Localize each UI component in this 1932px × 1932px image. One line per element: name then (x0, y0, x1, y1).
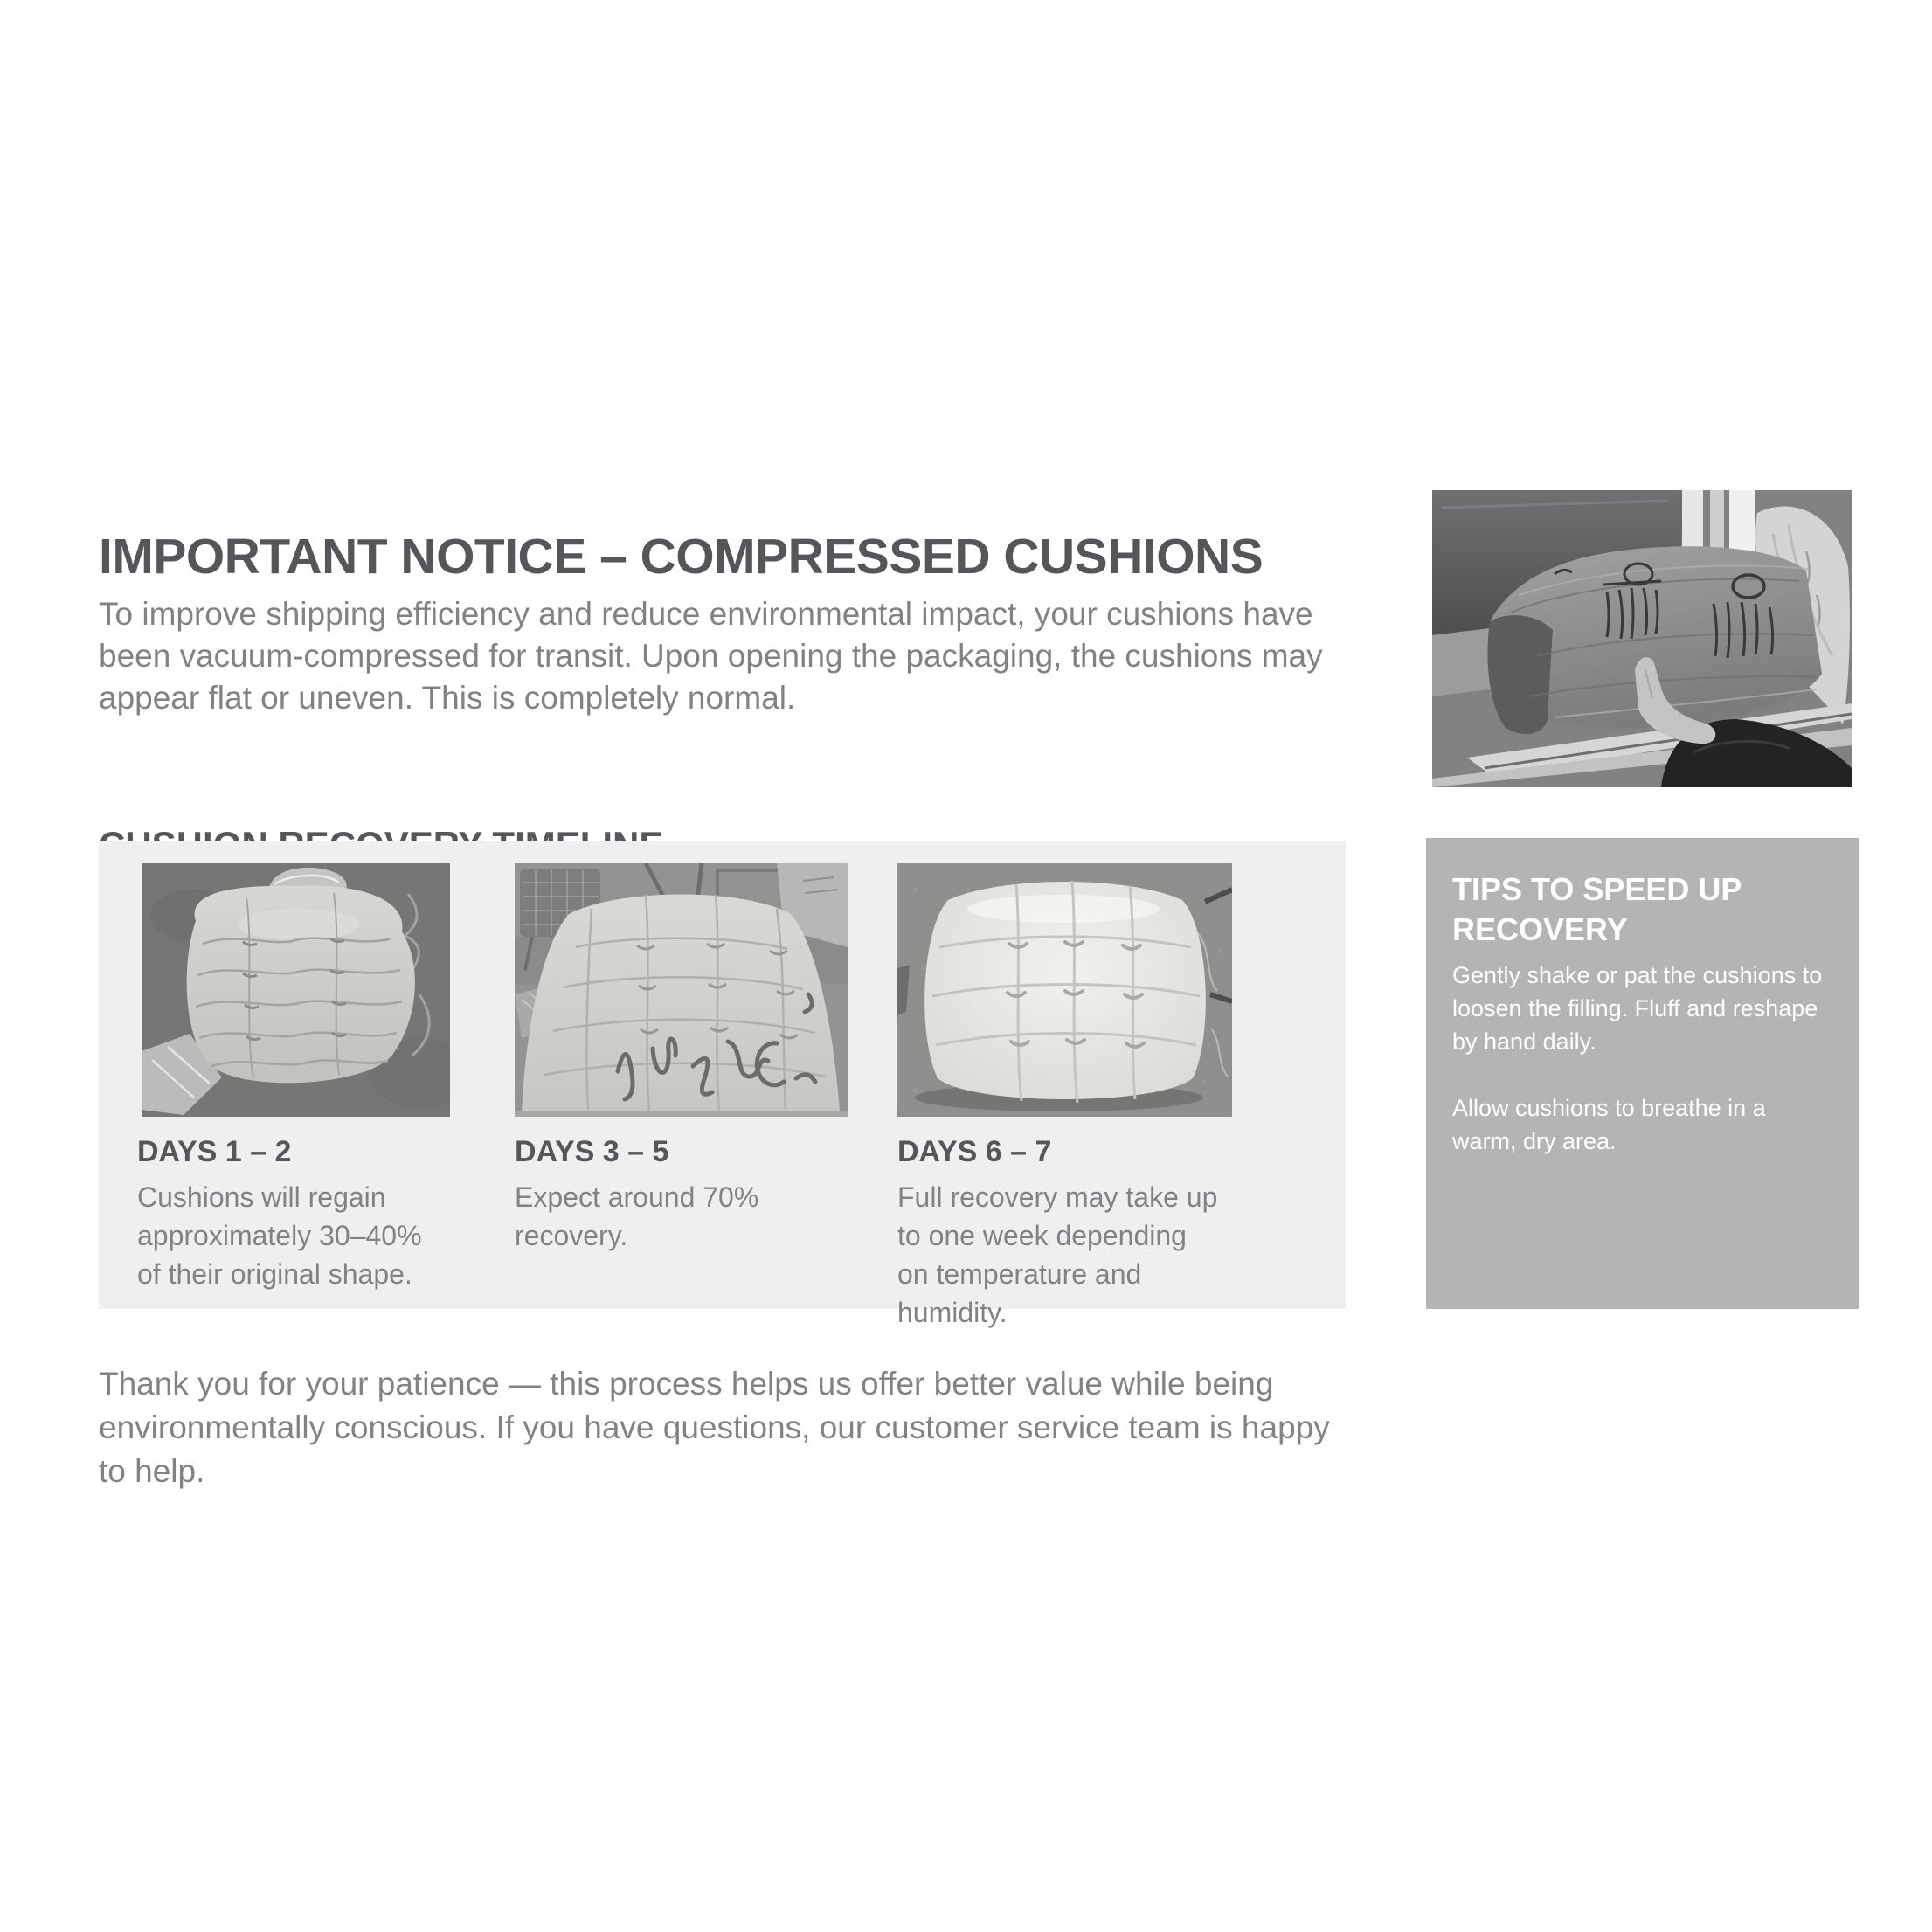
tips-paragraph-2: Allow cushions to breathe in a warm, dry area. (1452, 1095, 1766, 1154)
stage-caption-days-1-2 (137, 1135, 439, 1293)
fully-recovered-cushion-photo (897, 863, 1232, 1117)
stage-description: Expect around 70% recovery. (515, 1181, 759, 1251)
tips-heading: TIPS TO SPEED UP RECOVERY (1452, 871, 1742, 947)
stage-label: DAYS 3 – 5 (515, 1135, 669, 1168)
package-photo-illustration (1432, 490, 1852, 787)
stage-caption-days-6-7 (897, 1135, 1222, 1332)
timeline-band (99, 841, 1346, 1328)
page-title: IMPORTANT NOTICE – COMPRESSED CUSHIONS (99, 529, 1264, 585)
vacuum-compressed-package-photo (1432, 490, 1852, 787)
closing-paragraph: Thank you for your patience — this process helps us offer better value while being environmentally conscious. If you have questions, our customer service team is happy to help. (99, 1366, 1330, 1489)
intro-paragraph: To improve shipping efficiency and reduce environmental impact, your cushions have been vacuum-compressed for transit. Upon opening the packaging, the cushions may appear flat or uneven. This is completely normal. (99, 596, 1323, 716)
stage-label: DAYS 1 – 2 (137, 1135, 292, 1168)
stage-caption-days-3-5 (515, 1135, 777, 1255)
stage-label: DAYS 6 – 7 (897, 1135, 1052, 1168)
crumpled-compressed-cushion-photo (142, 863, 450, 1117)
stage-description: Full recovery may take up to one week depending on temperature and humidity. (897, 1181, 1218, 1328)
partially-recovered-cushion-photo (515, 863, 848, 1117)
tips-paragraph-1: Gently shake or pat the cushions to loosen the filling. Fluff and reshape by hand daily. (1452, 962, 1823, 1055)
stage-description: Cushions will regain approximately 30–40% of their original shape. (137, 1181, 422, 1290)
tips-box (1426, 838, 1859, 1309)
